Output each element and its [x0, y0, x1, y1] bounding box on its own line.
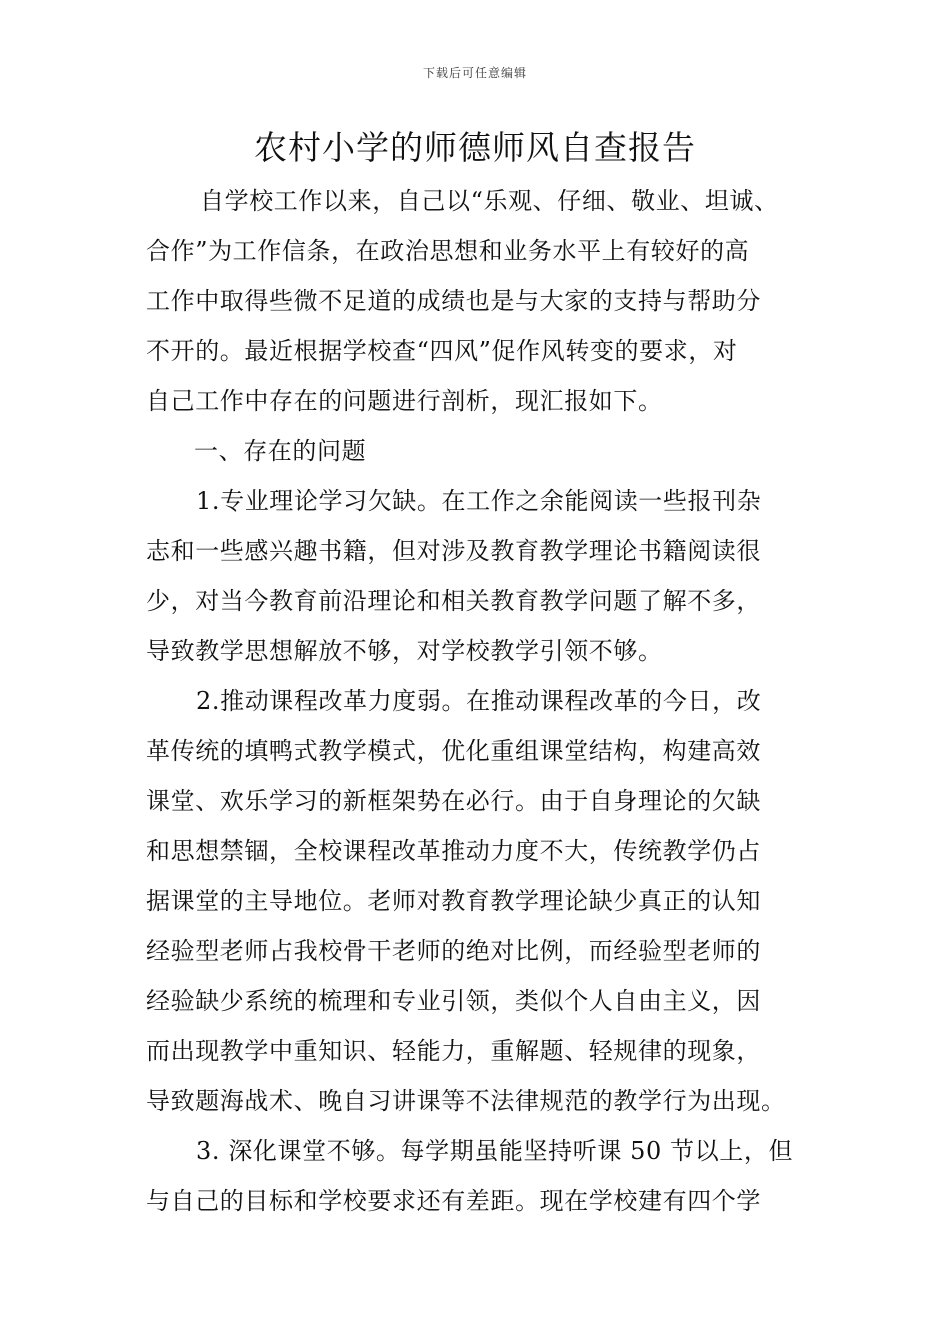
body-line: 经验型老师占我校骨干老师的绝对比例，而经验型老师的 — [146, 937, 761, 965]
body-line: 一、存在的问题 — [194, 437, 367, 465]
document-title: 农村小学的师德师风自查报告 — [254, 128, 696, 167]
body-line: 不开的。最近根据学校查“四风”促作风转变的要求，对 — [146, 337, 738, 365]
body-line: 而出现教学中重知识、轻能力，重解题、轻规律的现象， — [146, 1037, 761, 1065]
body-line: 革传统的填鸭式教学模式，优化重组课堂结构，构建高效 — [146, 737, 761, 765]
body-line: 和思想禁锢，全校课程改革推动力度不大，传统教学仍占 — [146, 837, 761, 865]
header-note: 下载后可任意编辑 — [422, 66, 527, 80]
body-line: 与自己的目标和学校要求还有差距。现在学校建有四个学 — [146, 1187, 761, 1215]
body-line: 自学校工作以来，自己以“乐观、仔细、敬业、坦诚、 — [200, 187, 779, 215]
body-line: 课堂、欢乐学习的新框架势在必行。由于自身理论的欠缺 — [146, 787, 761, 815]
body-line: 2.推动课程改革力度弱。在推动课程改革的今日，改 — [196, 687, 762, 715]
body-line: 经验缺少系统的梳理和专业引领，类似个人自由主义，因 — [146, 987, 761, 1015]
body-line: 导致题海战术、晚自习讲课等不法律规范的教学行为出现。 — [146, 1087, 786, 1115]
body-line: 志和一些感兴趣书籍，但对涉及教育教学理论书籍阅读很 — [146, 537, 761, 565]
body-line: 合作”为工作信条，在政治思想和业务水平上有较好的高 — [146, 237, 750, 265]
body-line: 1.专业理论学习欠缺。在工作之余能阅读一些报刊杂 — [196, 487, 762, 515]
body-line: 工作中取得些微不足道的成绩也是与大家的支持与帮助分 — [146, 287, 761, 315]
body-line: 3. 深化课堂不够。每学期虽能坚持听课 50 节以上，但 — [196, 1137, 794, 1165]
body-line: 导致教学思想解放不够，对学校教学引领不够。 — [146, 637, 663, 665]
document-body — [146, 176, 836, 1226]
body-line: 自己工作中存在的问题进行剖析，现汇报如下。 — [146, 387, 663, 415]
body-line: 据课堂的主导地位。老师对教育教学理论缺少真正的认知 — [146, 887, 761, 915]
body-line: 少，对当今教育前沿理论和相关教育教学问题了解不多， — [146, 587, 761, 615]
